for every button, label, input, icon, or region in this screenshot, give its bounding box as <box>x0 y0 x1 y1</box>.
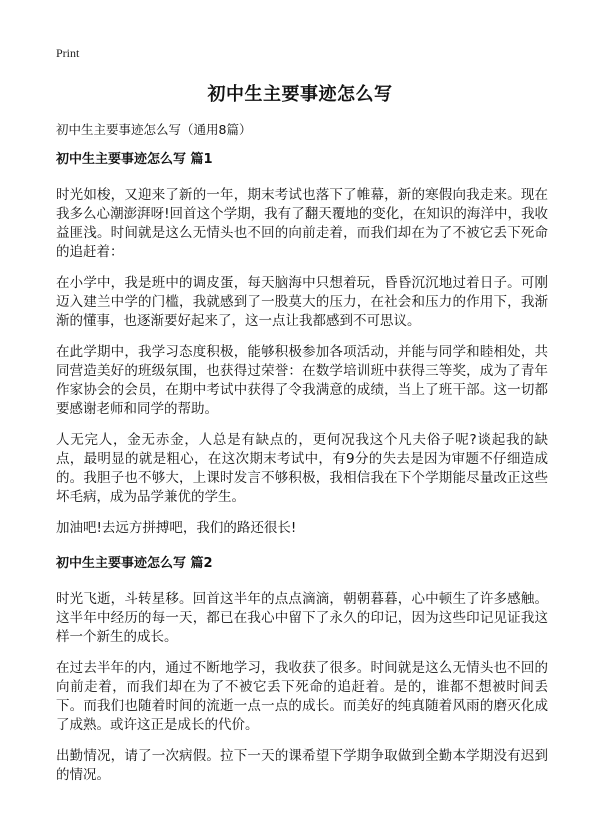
document-body <box>56 150 548 797</box>
paragraph: 在此学期中，我学习态度积极，能够积极参加各项活动，并能与同学和睦相处，共同营造美好的班级氛围，也获得过荣誉：在数学培训班中获得三等奖，成为了青年作家协会的会员，在期中考试中获得了令我满意的成绩，当上了班干部。这一切都要感谢老师和同学的帮助。 <box>56 344 548 417</box>
paragraph: 在小学中，我是班中的调皮蛋，每天脑海中只想着玩，昏昏沉沉地过着日子。可刚迈入建兰中学的门槛，我就感到了一股莫大的压力，在社会和压力的作用下，我渐渐的懂事，也逐渐要好起来了，这一点让我都感到不可思议。 <box>56 275 548 329</box>
paragraph: 时光如梭，又迎来了新的一年，期末考试也落下了帷幕，新的寒假向我走来。现在我多么心潮澎湃呀!回首这个学期，我有了翻天覆地的变化，在知识的海洋中，我收益匪浅。时间就是这么无情头也不回的向前走着，而我们却在为了不被它丢下死命的追赶着： <box>56 187 548 260</box>
document-subtitle: 初中生主要事迹怎么写（通用8篇） <box>56 122 252 137</box>
paragraph: 时光飞逝，斗转星移。回首这半年的点点滴滴，朝朝暮暮，心中顿生了许多感触。这半年中经历的每一天，都已在我心中留下了永久的印记，因为这些印记见证我这样一个新生的成长。 <box>56 591 548 645</box>
document-title: 初中生主要事迹怎么写 <box>207 84 393 105</box>
section-heading: 初中生主要事迹怎么写 篇1 <box>56 152 213 167</box>
paragraph: 人无完人，金无赤金，人总是有缺点的，更何况我这个凡夫俗子呢?谈起我的缺点，最明显的就是粗心，在这次期末考试中，有9分的失去是因为审题不仔细造成的。我胆子也不够大，上课时发言不够积极，我相信我在下个学期能尽量改正这些坏毛病，成为品学兼优的学生。 <box>56 432 548 505</box>
print-link[interactable]: Print <box>56 46 80 60</box>
paragraph: 在过去半年的内，通过不断地学习，我收获了很多。时间就是这么无情头也不回的向前走着，而我们却在为了不被它丢下死命的追赶着。是的，谁都不想被时间丢下。而我们也随着时间的流逝一点一点的成长。而美好的纯真随着风雨的磨灭化成了成熟。或许这正是成长的代价。 <box>56 660 548 733</box>
paragraph: 出勤情况，请了一次病假。拉下一天的课希望下学期争取做到全勤本学期没有迟到的情况。 <box>56 748 548 783</box>
paragraph: 加油吧!去远方拼搏吧，我们的路还很长! <box>56 520 297 536</box>
section-heading: 初中生主要事迹怎么写 篇2 <box>56 556 213 571</box>
